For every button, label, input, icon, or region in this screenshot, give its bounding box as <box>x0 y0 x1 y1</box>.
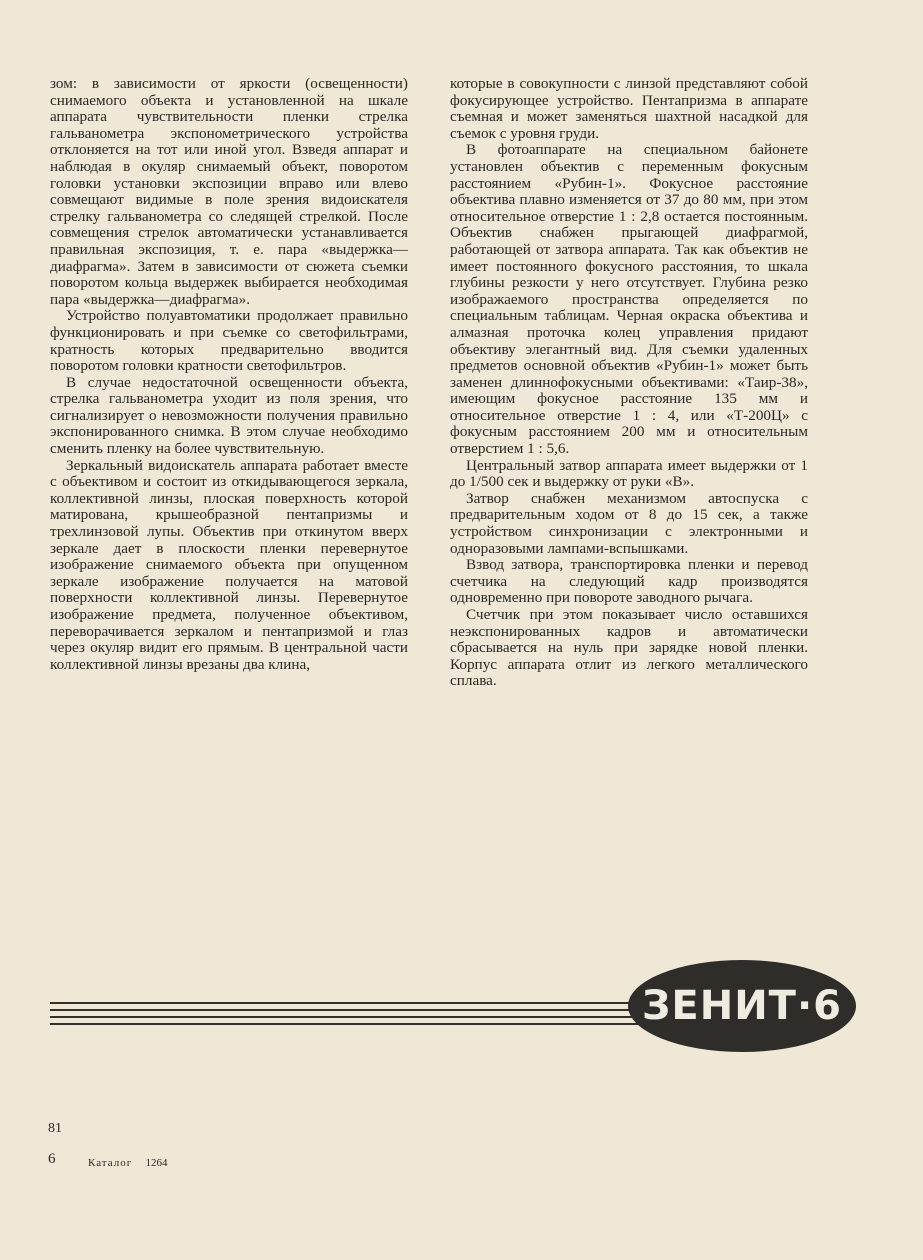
printer-footer <box>48 1151 168 1170</box>
right-paragraph-2: В фотоаппарате на специальном байонете установлен объектив с переменным фокусным расстоянием «Рубин-1». Фокусное расстояние объектива плавно изменяется от 37 до 80 мм, при этом относительное отверстие 1 : 2,8 остается постоянным. Объектив снабжен прыгающей диафрагмой, работающей от затвора аппарата. Так как объектив не имеет постоянного фокусного расстояния, то шкала глубины резкости у него отсутствует. Глубина резко изображаемого пространства определяется по специальным таблицам. Черная окраска объектива и алмазная проточка колец управления придают объективу элегантный вид. Для съемки удаленных предметов основной объектив «Рубин-1» может быть заменен длиннофокусными объективами: «Таир-38», имеющим фокусное расстояние 135 мм и относительное отверстие 1 : 4, или «Т-200Ц» с фокусным расстоянием 200 мм и относительным отверстием 1 : 5,6. <box>450 141 808 458</box>
zenit-6-logo <box>628 960 856 1052</box>
signature-mark: 6 <box>48 1151 56 1167</box>
right-paragraph-4: Затвор снабжен механизмом автоспуска с предварительным ходом от 8 до 15 сек, а также устройством синхронизации с электронными и одноразовыми лампами-вспышками. <box>450 489 808 557</box>
left-column <box>50 76 408 673</box>
zenit-emblem-block <box>50 960 870 1060</box>
catalog-label: Каталог <box>88 1157 133 1169</box>
left-paragraph-1: зом: в зависимости от яркости (освещенности) снимаемого объекта и установленной на шкале аппарата чувствительности пленки стрелка гальванометра экспонометрического устройства отклоняется на тот или иной угол. Взведя аппарат и наблюдая в окуляр снимаемый объект, поворотом головки установки экспозиции вправо или влево совмещают видимые в поле зрения видоискателя стрелку гальванометра со следящей стрелкой. После совмещения стрелок автоматически устанавливается правильная экспозиция, т. е. пара «выдержка—диафрагма». Затем в зависимости от сюжета съемки поворотом кольца выдержек выбирается необходимая пара «выдержка—диафрагма». <box>50 75 408 308</box>
zenit-6-logo-text: ЗЕНИТ·6 <box>641 983 842 1029</box>
right-column <box>450 76 808 690</box>
right-paragraph-5: Взвод затвора, транспортировка пленки и перевод счетчика на следующий кадр производятся одновременно при повороте заводного рычага. <box>450 556 808 607</box>
right-paragraph-3: Центральный затвор аппарата имеет выдержки от 1 до 1/500 сек и выдержку от руки «В». <box>450 456 808 491</box>
right-paragraph-1: которые в совокупности с линзой представляют собой фокусирующее устройство. Пентапризма в аппарате съемная и может заменяться шахтной насадкой для съемок с уровня груди. <box>450 75 808 142</box>
left-paragraph-2: Устройство полуавтоматики продолжает правильно функционировать и при съемке со светофильтрами, кратность которых предварительно вводится поворотом головки кратности светофильтров. <box>50 307 408 375</box>
page-number: 81 <box>48 1121 62 1136</box>
right-paragraph-6: Счетчик при этом показывает число оставшихся неэкспонированных кадров и автоматически сбрасывается на нуль при зарядке новой пленки. Корпус аппарата отлит из легкого металлического сплава. <box>450 606 808 690</box>
catalog-number: 1264 <box>145 1157 168 1169</box>
decorative-rules <box>50 1002 650 1030</box>
left-paragraph-3: В случае недостаточной освещенности объекта, стрелка гальванометра уходит из поля зрения, что сигнализирует о невозможности получения правильно экспонированного снимка. В этом случае необходимо сменить пленку на более чувствительную. <box>50 373 408 458</box>
left-paragraph-4: Зеркальный видоискатель аппарата работает вместе с объективом и состоит из откидывающегося зеркала, коллективной линзы, плоская поверхность которой матирована, крышеобразной пентапризмы и трехлинзовой лупы. Объектив при откинутом вверх зеркале дает в плоскости пленки перевернутое изображение снимаемого объекта при опущенном зеркале изображение получается на матовой поверхности коллективной линзы. Перевернутое изображение предмета, полученное объективом, переворачивается зеркалом и пентапризмой и глаз через окуляр видит его прямым. В центральной части коллективной линзы врезаны два клина, <box>50 456 408 673</box>
